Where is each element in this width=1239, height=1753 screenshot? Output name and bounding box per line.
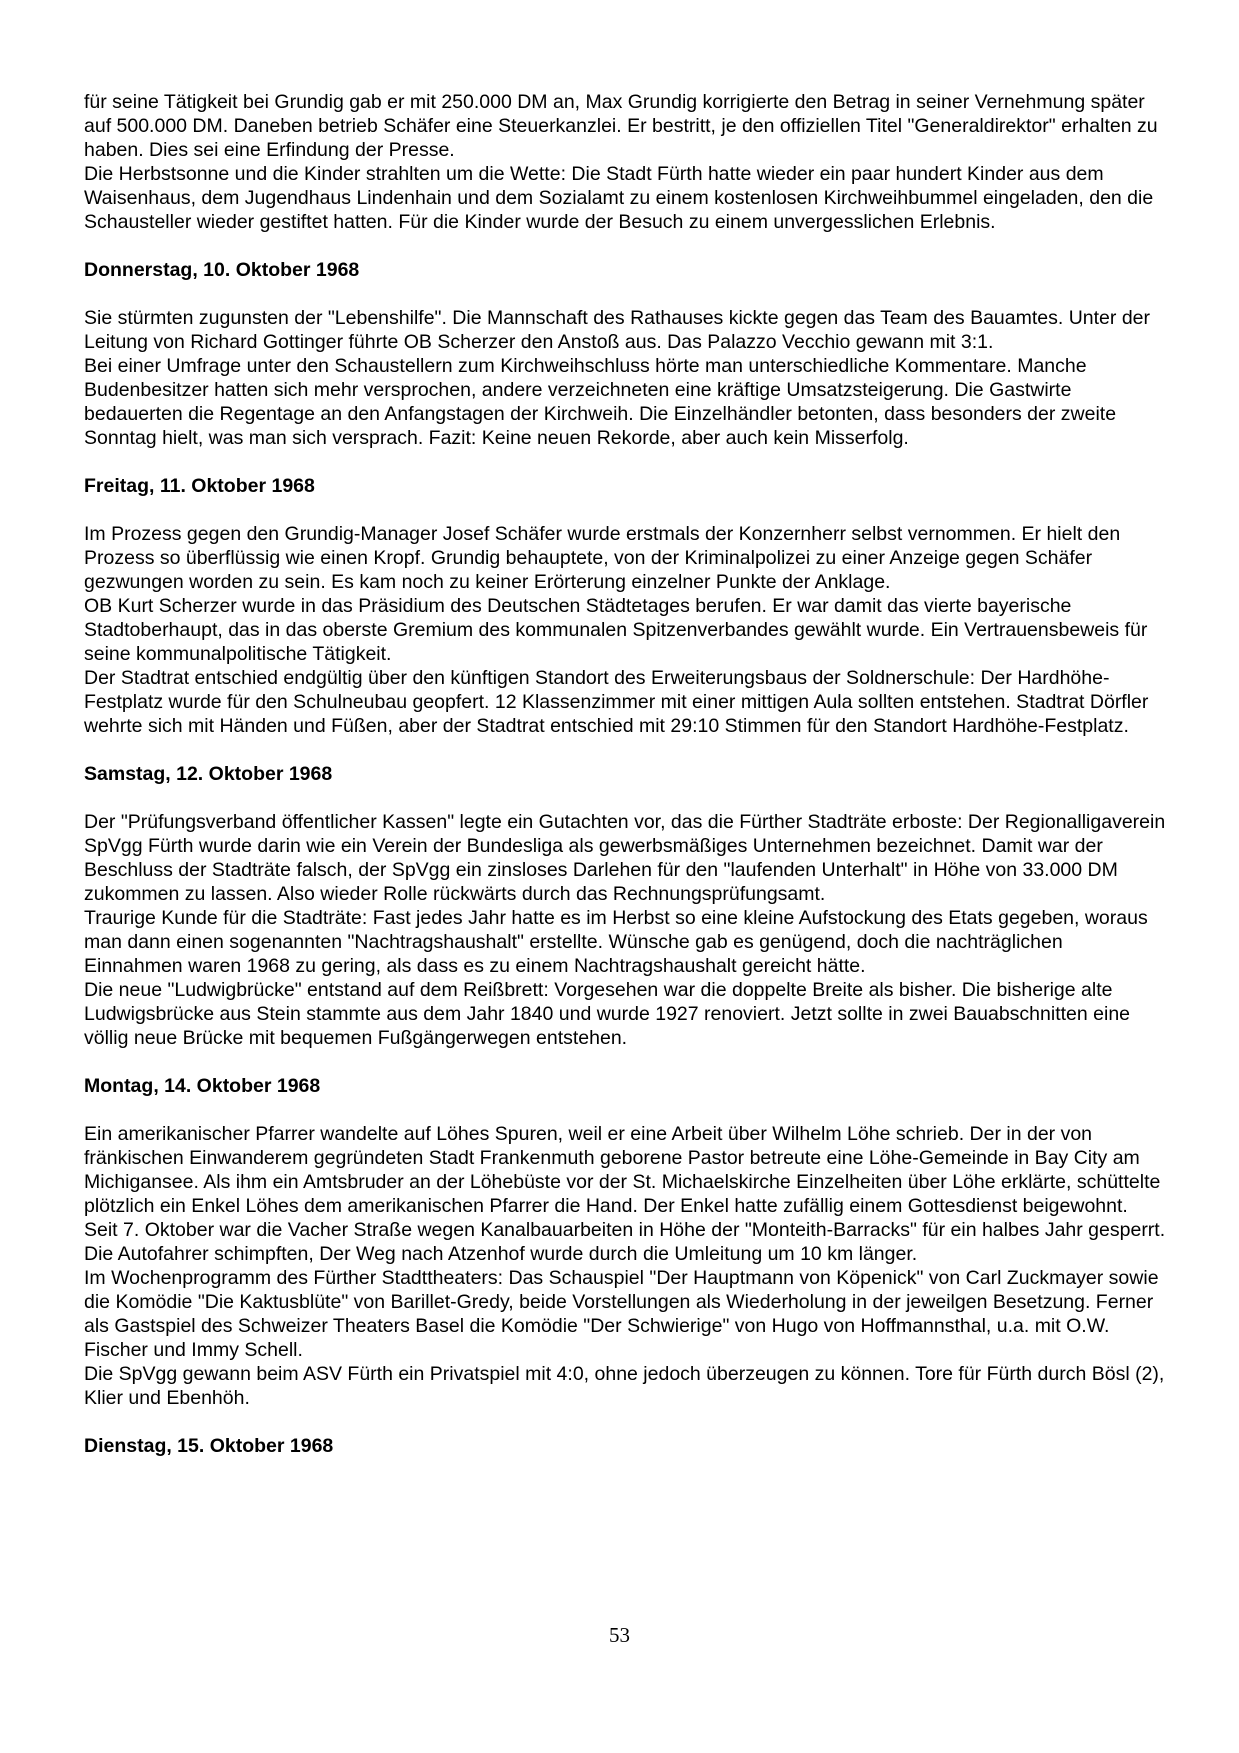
section-heading: Dienstag, 15. Oktober 1968 xyxy=(84,1435,334,1457)
section-heading: Freitag, 11. Oktober 1968 xyxy=(84,475,315,497)
paragraph: Traurige Kunde für die Stadträte: Fast jedes Jahr hatte es im Herbst so eine kleine Aufstockung des Etats gegeben, woraus man dann einen sogenannten "Nachtragshaushalt" erstellte. Wünsche gab es genügend, doch die nachträglichen Einnahmen waren 1968 zu gering, als dass es zu einem Nachtragshaushalt gereicht hätte. xyxy=(84,907,1148,977)
section-intro xyxy=(84,90,1166,234)
paragraph: für seine Tätigkeit bei Grundig gab er mit 250.000 DM an, Max Grundig korrigierte den Betrag in seiner Vernehmung später auf 500.000 DM. Daneben betrieb Schäfer eine Steuerkanzlei. Er bestritt, je den offiziellen Titel "Generaldirektor" erhalten zu haben. Dies sei eine Erfindung der Presse. xyxy=(84,91,1158,161)
page-number: 53 xyxy=(609,1623,630,1647)
paragraph: Der "Prüfungsverband öffentlicher Kassen" legte ein Gutachten vor, das die Fürther Stadträte erboste: Der Regionalligaverein SpVgg Fürth wurde darin wie ein Verein der Bundesliga als gewerbsmäßiges Unternehmen bezeichnet. Damit war der Beschluss der Stadträte falsch, der SpVgg ein zinsloses Darlehen für den "laufenden Unterhalt" in Höhe von 33.000 DM zukommen zu lassen. Also wieder Rolle rückwärts durch das Rechnungsprüfungsamt. xyxy=(84,811,1166,905)
section-donnerstag-10-oktober xyxy=(84,258,1166,450)
section-dienstag-15-oktober xyxy=(84,1434,1166,1458)
paragraph: Im Prozess gegen den Grundig-Manager Josef Schäfer wurde erstmals der Konzernherr selbst vernommen. Er hielt den Prozess so überflüssig wie einen Kropf. Grundig behauptete, von der Kriminalpolizei zu einer Anzeige gegen Schäfer gezwungen worden zu sein. Es kam noch zu keiner Erörterung einzelner Punkte der Anklage. xyxy=(84,523,1121,593)
section-samstag-12-oktober xyxy=(84,762,1166,1050)
paragraph: Der Stadtrat entschied endgültig über den künftigen Standort des Erweiterungsbaus der Soldnerschule: Der Hardhöhe-Festplatz wurde für den Schulneubau geopfert. 12 Klassenzimmer mit einer mittigen Aula sollten entstehen. Stadtrat Dörfler wehrte sich mit Händen und Füßen, aber der Stadtrat entschied mit 29:10 Stimmen für den Standort Hardhöhe-Festplatz. xyxy=(84,667,1149,737)
paragraph: Ein amerikanischer Pfarrer wandelte auf Löhes Spuren, weil er eine Arbeit über Wilhelm Löhe schrieb. Der in der von fränkischen Einwanderem gegründeten Stadt Frankenmuth geborene Pastor betreute eine Löhe-Gemeinde in Bay City am Michigansee. Als ihm ein Amtsbruder an der Löhebüste vor der St. Michaelskirche Einzelheiten über Löhe erklärte, schüttelte plötzlich ein Enkel Löhes dem amerikanischen Pfarrer die Hand. Der Enkel hatte zufällig einem Gottesdienst beigewohnt. xyxy=(84,1123,1161,1217)
section-montag-14-oktober xyxy=(84,1074,1166,1410)
paragraph: Sie stürmten zugunsten der "Lebenshilfe". Die Mannschaft des Rathauses kickte gegen das Team des Bauamtes. Unter der Leitung von Richard Gottinger führte OB Scherzer den Anstoß aus. Das Palazzo Vecchio gewann mit 3:1. xyxy=(84,307,1150,353)
section-freitag-11-oktober xyxy=(84,474,1166,738)
paragraph: Bei einer Umfrage unter den Schaustellern zum Kirchweihschluss hörte man unterschiedliche Kommentare. Manche Budenbesitzer hatten sich mehr versprochen, andere verzeichneten eine kräftige Umsatzsteigerung. Die Gastwirte bedauerten die Regentage an den Anfangstagen der Kirchweih. Die Einzelhändler betonten, dass besonders der zweite Sonntag hielt, was man sich versprach. Fazit: Keine neuen Rekorde, aber auch kein Misserfolg. xyxy=(84,355,1117,449)
section-heading: Donnerstag, 10. Oktober 1968 xyxy=(84,259,360,281)
section-heading: Samstag, 12. Oktober 1968 xyxy=(84,763,333,785)
paragraph: Die Herbstsonne und die Kinder strahlten um die Wette: Die Stadt Fürth hatte wieder ein paar hundert Kinder aus dem Waisenhaus, dem Jugendhaus Lindenhain und dem Sozialamt zu einem kostenlosen Kirchweihbummel eingeladen, den die Schausteller wieder gestiftet hatten. Für die Kinder wurde der Besuch zu einem unvergesslichen Erlebnis. xyxy=(84,163,1154,233)
paragraph: Im Wochenprogramm des Fürther Stadttheaters: Das Schauspiel "Der Hauptmann von Köpenick" von Carl Zuckmayer sowie die Komödie "Die Kaktusblüte" von Barillet-Gredy, beide Vorstellungen als Wiederholung in der jeweilgen Besetzung. Ferner als Gastspiel des Schweizer Theaters Basel die Komödie "Der Schwierige" von Hugo von Hoffmannsthal, u.a. mit O.W. Fischer und Immy Schell. xyxy=(84,1267,1159,1361)
paragraph: OB Kurt Scherzer wurde in das Präsidium des Deutschen Städtetages berufen. Er war damit das vierte bayerische Stadtoberhaupt, das in das oberste Gremium des kommunalen Spitzenverbandes gewählt wurde. Ein Vertrauensbeweis für seine kommunalpolitische Tätigkeit. xyxy=(84,595,1148,665)
paragraph: Die neue "Ludwigbrücke" entstand auf dem Reißbrett: Vorgesehen war die doppelte Breite als bisher. Die bisherige alte Ludwigsbrücke aus Stein stammte aus dem Jahr 1840 und wurde 1927 renoviert. Jetzt sollte in zwei Bauabschnitten eine völlig neue Brücke mit bequemen Fußgängerwegen entstehen. xyxy=(84,979,1131,1049)
document-content xyxy=(84,90,1166,1482)
paragraph: Seit 7. Oktober war die Vacher Straße wegen Kanalbauarbeiten in Höhe der "Monteith-Barracks" für ein halbes Jahr gesperrt. Die Autofahrer schimpften, Der Weg nach Atzenhof wurde durch die Umleitung um 10 km länger. xyxy=(84,1219,1166,1265)
section-heading: Montag, 14. Oktober 1968 xyxy=(84,1075,321,1097)
paragraph: Die SpVgg gewann beim ASV Fürth ein Privatspiel mit 4:0, ohne jedoch überzeugen zu können. Tore für Fürth durch Bösl (2), Klier und Ebenhöh. xyxy=(84,1363,1165,1409)
